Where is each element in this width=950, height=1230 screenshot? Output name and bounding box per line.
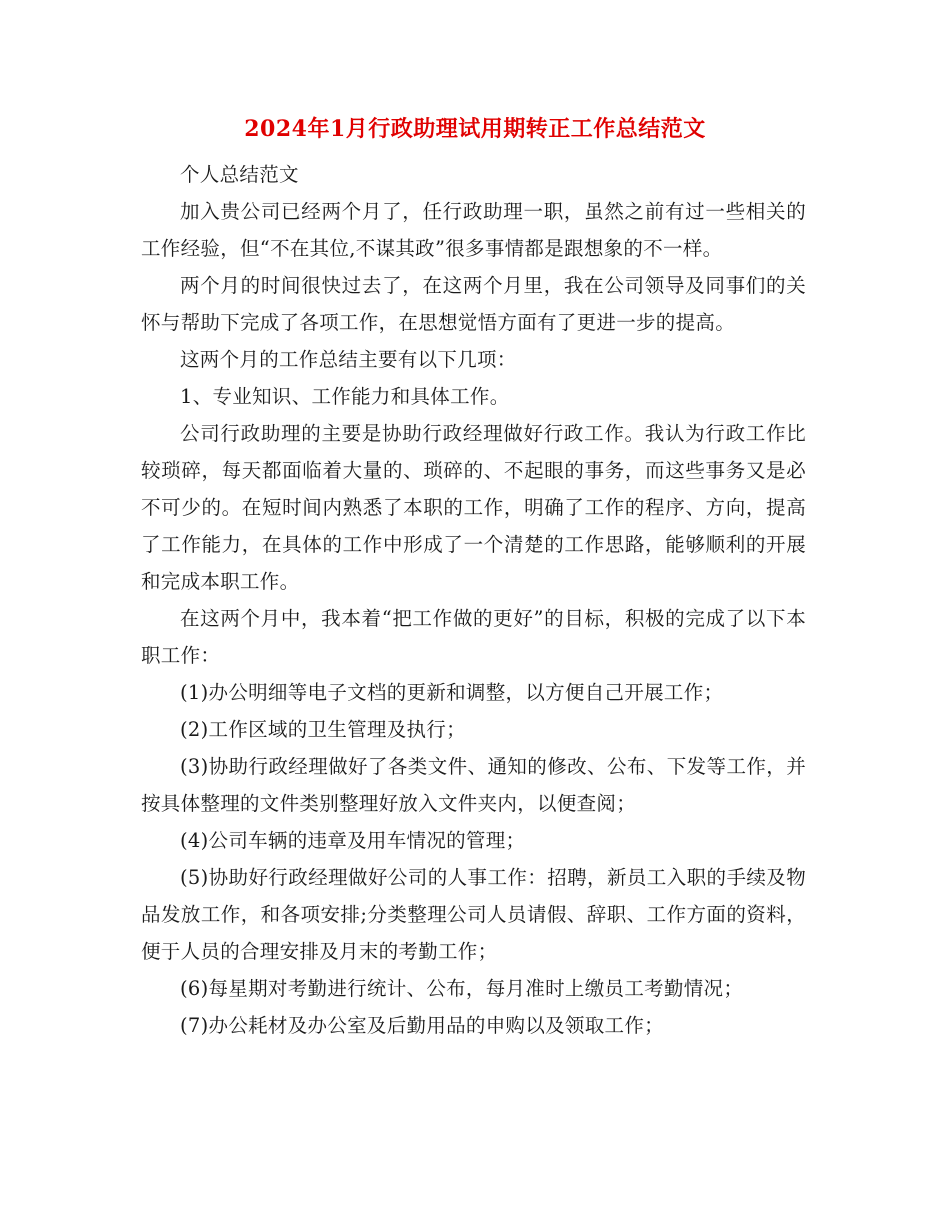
paragraph: 1、专业知识、工作能力和具体工作。 <box>180 385 510 408</box>
paragraph: (3)协助行政经理做好了各类文件、通知的修改、公布、下发等工作，并按具体整理的文件类别整理好放入文件夹内，以便查阅； <box>141 755 806 815</box>
paragraph: 个人总结范文 <box>180 163 299 186</box>
document-body <box>141 156 806 1044</box>
paragraph: (1)办公明细等电子文档的更新和调整，以方便自己开展工作； <box>180 681 724 704</box>
paragraph: (2)工作区域的卫生管理及执行； <box>180 718 466 741</box>
paragraph: 这两个月的工作总结主要有以下几项： <box>180 348 517 371</box>
paragraph: 公司行政助理的主要是协助行政经理做好行政工作。我认为行政工作比较琐碎，每天都面临着大量的、琐碎的、不起眼的事务，而这些事务又是必不可少的。在短时间内熟悉了本职的工作，明确了工作的程序、方向，提高了工作能力，在具体的工作中形成了一个清楚的工作思路，能够顺利的开展和完成本职工作。 <box>141 422 806 593</box>
paragraph: 两个月的时间很快过去了，在这两个月里，我在公司领导及同事们的关怀与帮助下完成了各项工作，在思想觉悟方面有了更进一步的提高。 <box>141 274 806 334</box>
paragraph: (7)办公耗材及办公室及后勤用品的申购以及领取工作； <box>180 1014 664 1037</box>
paragraph: (6)每星期对考勤进行统计、公布，每月准时上缴员工考勤情况； <box>180 977 744 1000</box>
paragraph: (5)协助好行政经理做好公司的人事工作：招聘，新员工入职的手续及物品发放工作，和各项安排;分类整理公司人员请假、辞职、工作方面的资料，便于人员的合理安排及月末的考勤工作； <box>141 866 806 963</box>
paragraph: (4)公司车辆的违章及用车情况的管理； <box>180 829 526 852</box>
document-title: 2024年1月行政助理试用期转正工作总结范文 <box>244 116 706 142</box>
paragraph: 在这两个月中，我本着“把工作做的更好”的目标，积极的完成了以下本职工作： <box>141 607 806 667</box>
paragraph: 加入贵公司已经两个月了，任行政助理一职，虽然之前有过一些相关的工作经验，但“不在其位,不谋其政”很多事情都是跟想象的不一样。 <box>141 200 806 260</box>
